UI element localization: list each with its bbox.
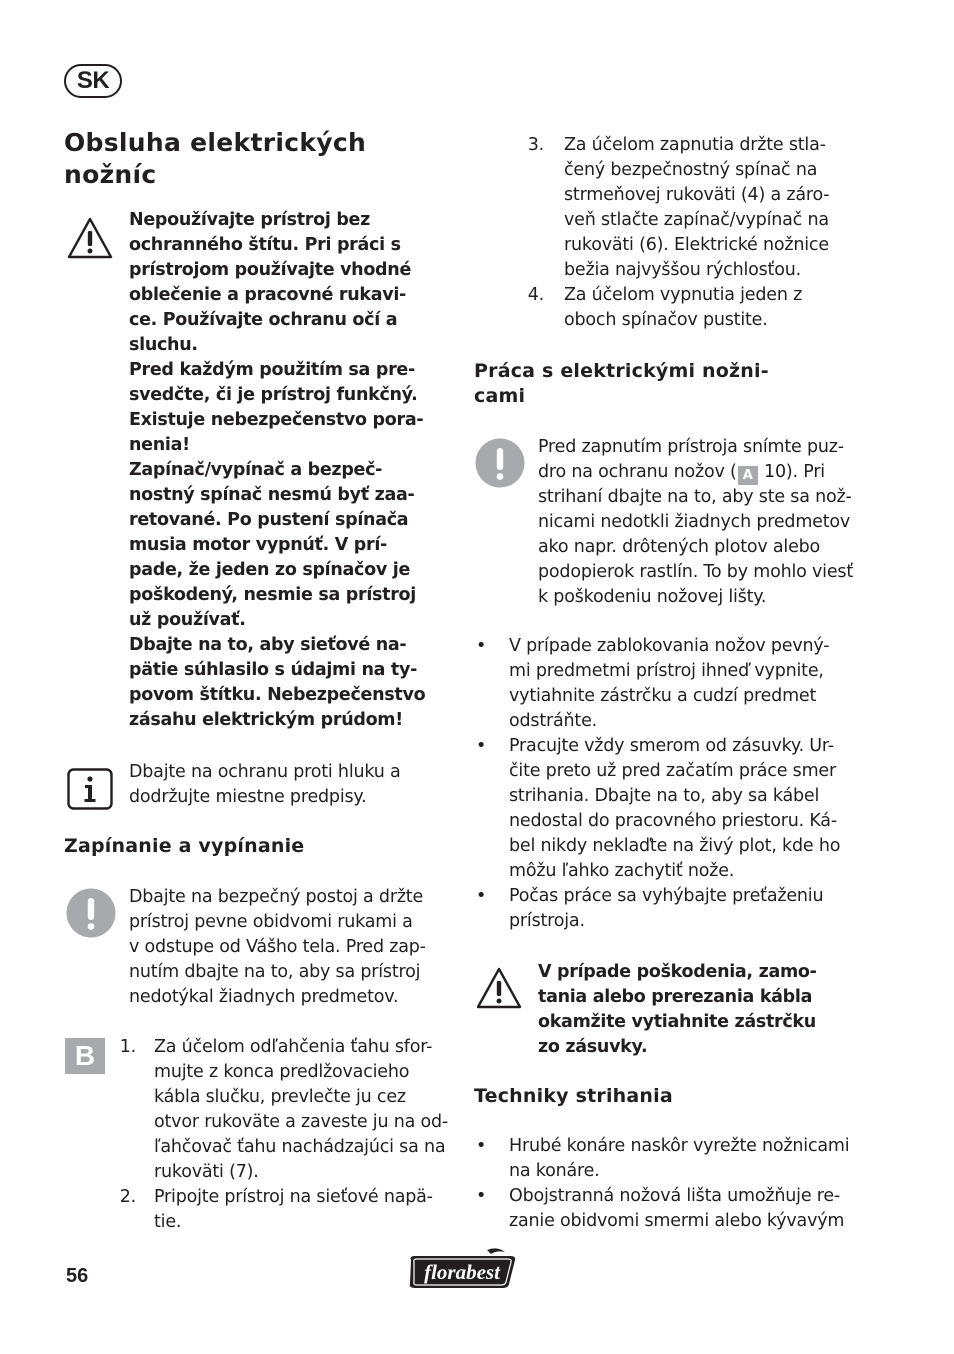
text-line: čite preto už pred začatím práce smer [509,761,836,781]
section-heading-operation [474,359,769,409]
step-text [154,1185,433,1235]
page-title-line: Obsluha elektrických [64,128,367,157]
text-line: Za účelom vypnutia jeden z [564,285,803,305]
cable-warning-text [538,960,817,1060]
text-line: nedotýkal žiadnych predmetov. [129,987,399,1007]
info-line: dodržujte miestne predpisy. [129,787,367,807]
text-line: zo zásuvky. [538,1037,648,1057]
text-line: môžu ľahko zachytiť nože. [509,861,735,881]
text-line: ce. Používajte ochranu očí a [129,310,398,330]
text-line: Obojstranná nožová lišta umožňuje re- [509,1186,841,1206]
bullet-icon: • [476,886,487,906]
text-line: retované. Po pustení spínača [129,510,409,530]
text-line: ako napr. drôtených plotov alebo [538,537,821,557]
text-line: nenia! [129,435,190,455]
text-line: vytiahnite zástrčku a cudzí predmet [509,686,817,706]
bullet-item [509,884,823,934]
note-line [538,460,853,485]
section-heading-line: cami [474,385,526,407]
bullet-item [509,734,840,884]
note-text: 10). Pri [758,462,825,482]
text-line: prístrojom používajte vhodné [129,260,412,280]
text-line: mujte z konca predlžovacieho [154,1062,410,1082]
text-line: okamžite vytiahnite zástrčku [538,1012,816,1032]
text-line: oboch spínačov pustite. [564,310,768,330]
page-number: 56 [66,1265,89,1287]
safety-warning-text [129,208,425,733]
brand-logo-graphic [405,1246,520,1292]
bullet-icon: • [476,636,487,656]
blade-cover-note [538,435,853,610]
text-line: veň stlačte zapínač/vypínač na [564,210,829,230]
text-line: strihania. Dbajte na to, aby sa kábel [509,786,820,806]
step-number: 4. [527,285,544,305]
stance-note [129,885,426,1010]
florabest-logo [405,1246,520,1292]
bullet-item [509,634,829,734]
text-line: otvor rukoväte a zaveste ju na od- [154,1112,449,1132]
text-line: Za účelom zapnutia držte stla- [564,135,826,155]
page-title-line: nožníc [64,160,157,189]
text-line: Hrubé konáre naskôr vyrežte nožnicami [509,1136,850,1156]
brand-text: florabest [424,1260,500,1284]
text-line: Za účelom odľahčenia ťahu sfor- [154,1037,433,1057]
text-line: Zapínač/vypínač a bezpeč- [129,460,383,480]
text-line: ľahčovač ťahu nachádzajúci sa na [154,1137,446,1157]
text-line: strihaní dbajte na to, aby ste sa nož- [538,487,852,507]
text-line: Dbajte na bezpečný postoj a držte [129,887,424,907]
text-line: ochranného štítu. Pri práci s [129,235,401,255]
text-line: sluchu. [129,335,198,355]
text-line: oblečenie a pracovné rukavi- [129,285,406,305]
text-line: už používať. [129,610,246,630]
text-line: Pracujte vždy smerom od zásuvky. Ur- [509,736,834,756]
text-line: Existuje nebezpečenstvo pora- [129,410,424,430]
warning-triangle-icon [66,216,114,260]
text-line: nostný spínač nesmú byť zaa- [129,485,415,505]
info-icon [67,768,113,810]
section-heading-switching: Zapínanie a vypínanie [64,835,305,857]
section-heading-line: Práca s elektrickými nožni- [474,360,769,382]
text-line: čený bezpečnostný spínač na [564,160,818,180]
bullet-icon: • [476,1186,487,1206]
text-line: mi predmetmi prístroj ihneď vypnite, [509,661,824,681]
exclamation-note-icon [66,888,116,938]
step-number: 3. [527,135,544,155]
page-title [64,127,366,191]
bullet-icon: • [476,736,487,756]
text-line: svedčte, či je prístroj funkčný. [129,385,418,405]
exclamation-note-icon [475,438,525,488]
text-line: tania alebo prerezania kábla [538,987,813,1007]
step-text [564,133,829,283]
note-line: Pred zapnutím prístroja snímte puz- [538,437,844,457]
text-line: nicami nedotkli žiadnych predmetov [538,512,851,532]
step-text [154,1035,448,1185]
text-line: v odstupe od Vášho tela. Pred zap- [129,937,426,957]
text-line: bežia najvyššou rýchlosťou. [564,260,801,280]
text-line: V prípade zablokovania nožov pevný- [509,636,830,656]
text-line: Pred každým použitím sa pre- [129,360,415,380]
text-line: zásahu elektrickým prúdom! [129,710,403,730]
text-line: V prípade poškodenia, zamo- [538,962,817,982]
text-line: Nepoužívajte prístroj bez [129,210,371,230]
language-badge: SK [64,64,122,98]
text-line: odstráňte. [509,711,597,731]
step-number: 1. [119,1037,136,1057]
text-line: na konáre. [509,1161,600,1181]
text-line: pade, že jeden zo spínačov je [129,560,411,580]
step-number: 2. [119,1187,136,1207]
text-line: bel nikdy neklaďte na živý plot, kde ho [509,836,841,856]
text-line: Počas práce sa vyhýbajte preťaženiu [509,886,824,906]
info-note [129,760,401,810]
text-line: nutím dbajte na to, aby sa prístroj [129,962,421,982]
note-text: dro na ochranu nožov ( [538,462,737,482]
bullet-item [509,1134,849,1184]
text-line: nedostal do pracovného priestoru. Ká- [509,811,837,831]
text-line: tie. [154,1212,182,1232]
bullet-icon: • [476,1136,487,1156]
figure-b-label: B [65,1038,105,1074]
text-line: rukoväti (6). Elektrické nožnice [564,235,829,255]
text-line: prístroj pevne obidvomi rukami a [129,912,413,932]
text-line: kábla slučku, prevlečte ju cez [154,1087,406,1107]
text-line: podopierok rastlín. To by mohlo viesť [538,562,853,582]
info-line: Dbajte na ochranu proti hluku a [129,762,401,782]
bullet-item [509,1184,844,1234]
text-line: zanie obidvomi smermi alebo kývavým [509,1211,845,1231]
warning-triangle-icon [475,966,523,1010]
text-line: pätie súhlasilo s údajmi na ty- [129,660,418,680]
text-line: prístroja. [509,911,585,931]
text-line: musia motor vypnúť. V prí- [129,535,387,555]
figure-a-ref: A [738,466,758,485]
text-line: k poškodeniu nožovej lišty. [538,587,767,607]
text-line: strmeňovej rukoväti (4) a záro- [564,185,830,205]
step-text [564,283,802,333]
text-line: poškodený, nesmie sa prístroj [129,585,416,605]
text-line: Pripojte prístroj na sieťové napä- [154,1187,433,1207]
text-line: Dbajte na to, aby sieťové na- [129,635,407,655]
section-heading-techniques: Techniky strihania [474,1085,673,1107]
text-line: rukoväti (7). [154,1162,259,1182]
text-line: povom štítku. Nebezpečenstvo [129,685,426,705]
